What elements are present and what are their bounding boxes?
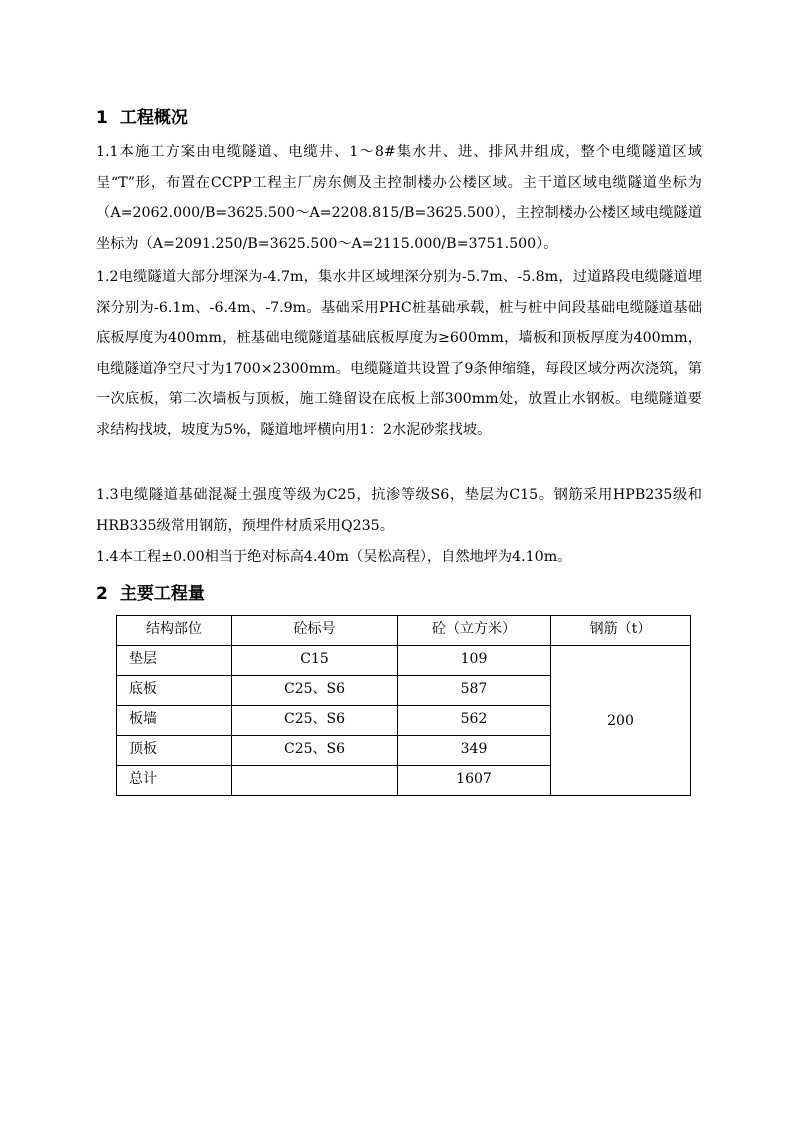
cell-part: 底板 [117, 676, 232, 706]
cell-volume: 562 [398, 706, 551, 736]
section-title: 工程概况 [119, 108, 188, 128]
cell-volume: 587 [398, 676, 551, 706]
cell-rebar-total: 200 [551, 646, 691, 796]
paragraph-1-4: 1.4本工程±0.00相当于绝对标高4.40m（吴松高程），自然地坪为4.10m。 [96, 549, 572, 565]
quantity-table [116, 615, 691, 796]
cell-part: 顶板 [117, 736, 232, 766]
cell-part: 板墙 [117, 706, 232, 736]
column-header-rebar: 钢筋（t） [551, 616, 691, 646]
section-heading-1 [96, 107, 188, 129]
cell-volume: 349 [398, 736, 551, 766]
column-header-part: 结构部位 [117, 616, 232, 646]
cell-volume: 109 [398, 646, 551, 676]
paragraph-1-1: 1.1本施工方案由电缆隧道、电缆井、1～8#集水井、进、排风井组成，整个电缆隧道区域呈“T”形，布置在CCPP工程主厂房东侧及主控制楼办公楼区域。主干道区域电缆隧道坐标为（A=2062.000/B=3625.500～A=2208.815/B=3625.500），主控制楼办公楼区域电缆隧道坐标为（A=2091.250/B=3625.500～A=2115.000/B=3751.500）。 [96, 144, 702, 252]
cell-grade: C25、S6 [232, 706, 398, 736]
column-header-volume: 砼（立方米） [398, 616, 551, 646]
paragraph-1-2: 1.2电缆隧道大部分埋深为-4.7m，集水井区域埋深分别为-5.7m、-5.8m，过道路段电缆隧道埋深分别为-6.1m、-6.4m、-7.9m。基础采用PHC桩基础承载，桩与桩中间段基础电缆隧道基础底板厚度为400mm，桩基础电缆隧道基础底板厚度为≥600mm，墙板和顶板厚度为400mm，电缆隧道净空尺寸为1700×2300mm。电缆隧道共设置了9条伸缩缝，每段区域分两次浇筑，第一次底板，第二次墙板与顶板，施工缝留设在底板上部300mm处，放置止水钢板。电缆隧道要求结构找坡，坡度为5%，隧道地坪横向用1：2水泥砂浆找坡。 [96, 269, 702, 438]
cell-grade: C25、S6 [232, 676, 398, 706]
table-row [117, 646, 691, 676]
section-title: 主要工程量 [119, 584, 205, 604]
table-header-row [117, 616, 691, 646]
cell-grade [232, 766, 398, 796]
section-number: 2 [96, 584, 108, 604]
cell-grade: C25、S6 [232, 736, 398, 766]
cell-part: 垫层 [117, 646, 232, 676]
section-number: 1 [96, 108, 108, 128]
section-heading-2 [96, 583, 205, 605]
cell-part: 总计 [117, 766, 232, 796]
paragraph-1-3: 1.3电缆隧道基础混凝土强度等级为C25，抗渗等级S6，垫层为C15。钢筋采用HPB235级和HRB335级常用钢筋，预埋件材质采用Q235。 [96, 487, 702, 534]
column-header-grade: 砼标号 [232, 616, 398, 646]
cell-grade: C15 [232, 646, 398, 676]
cell-volume: 1607 [398, 766, 551, 796]
